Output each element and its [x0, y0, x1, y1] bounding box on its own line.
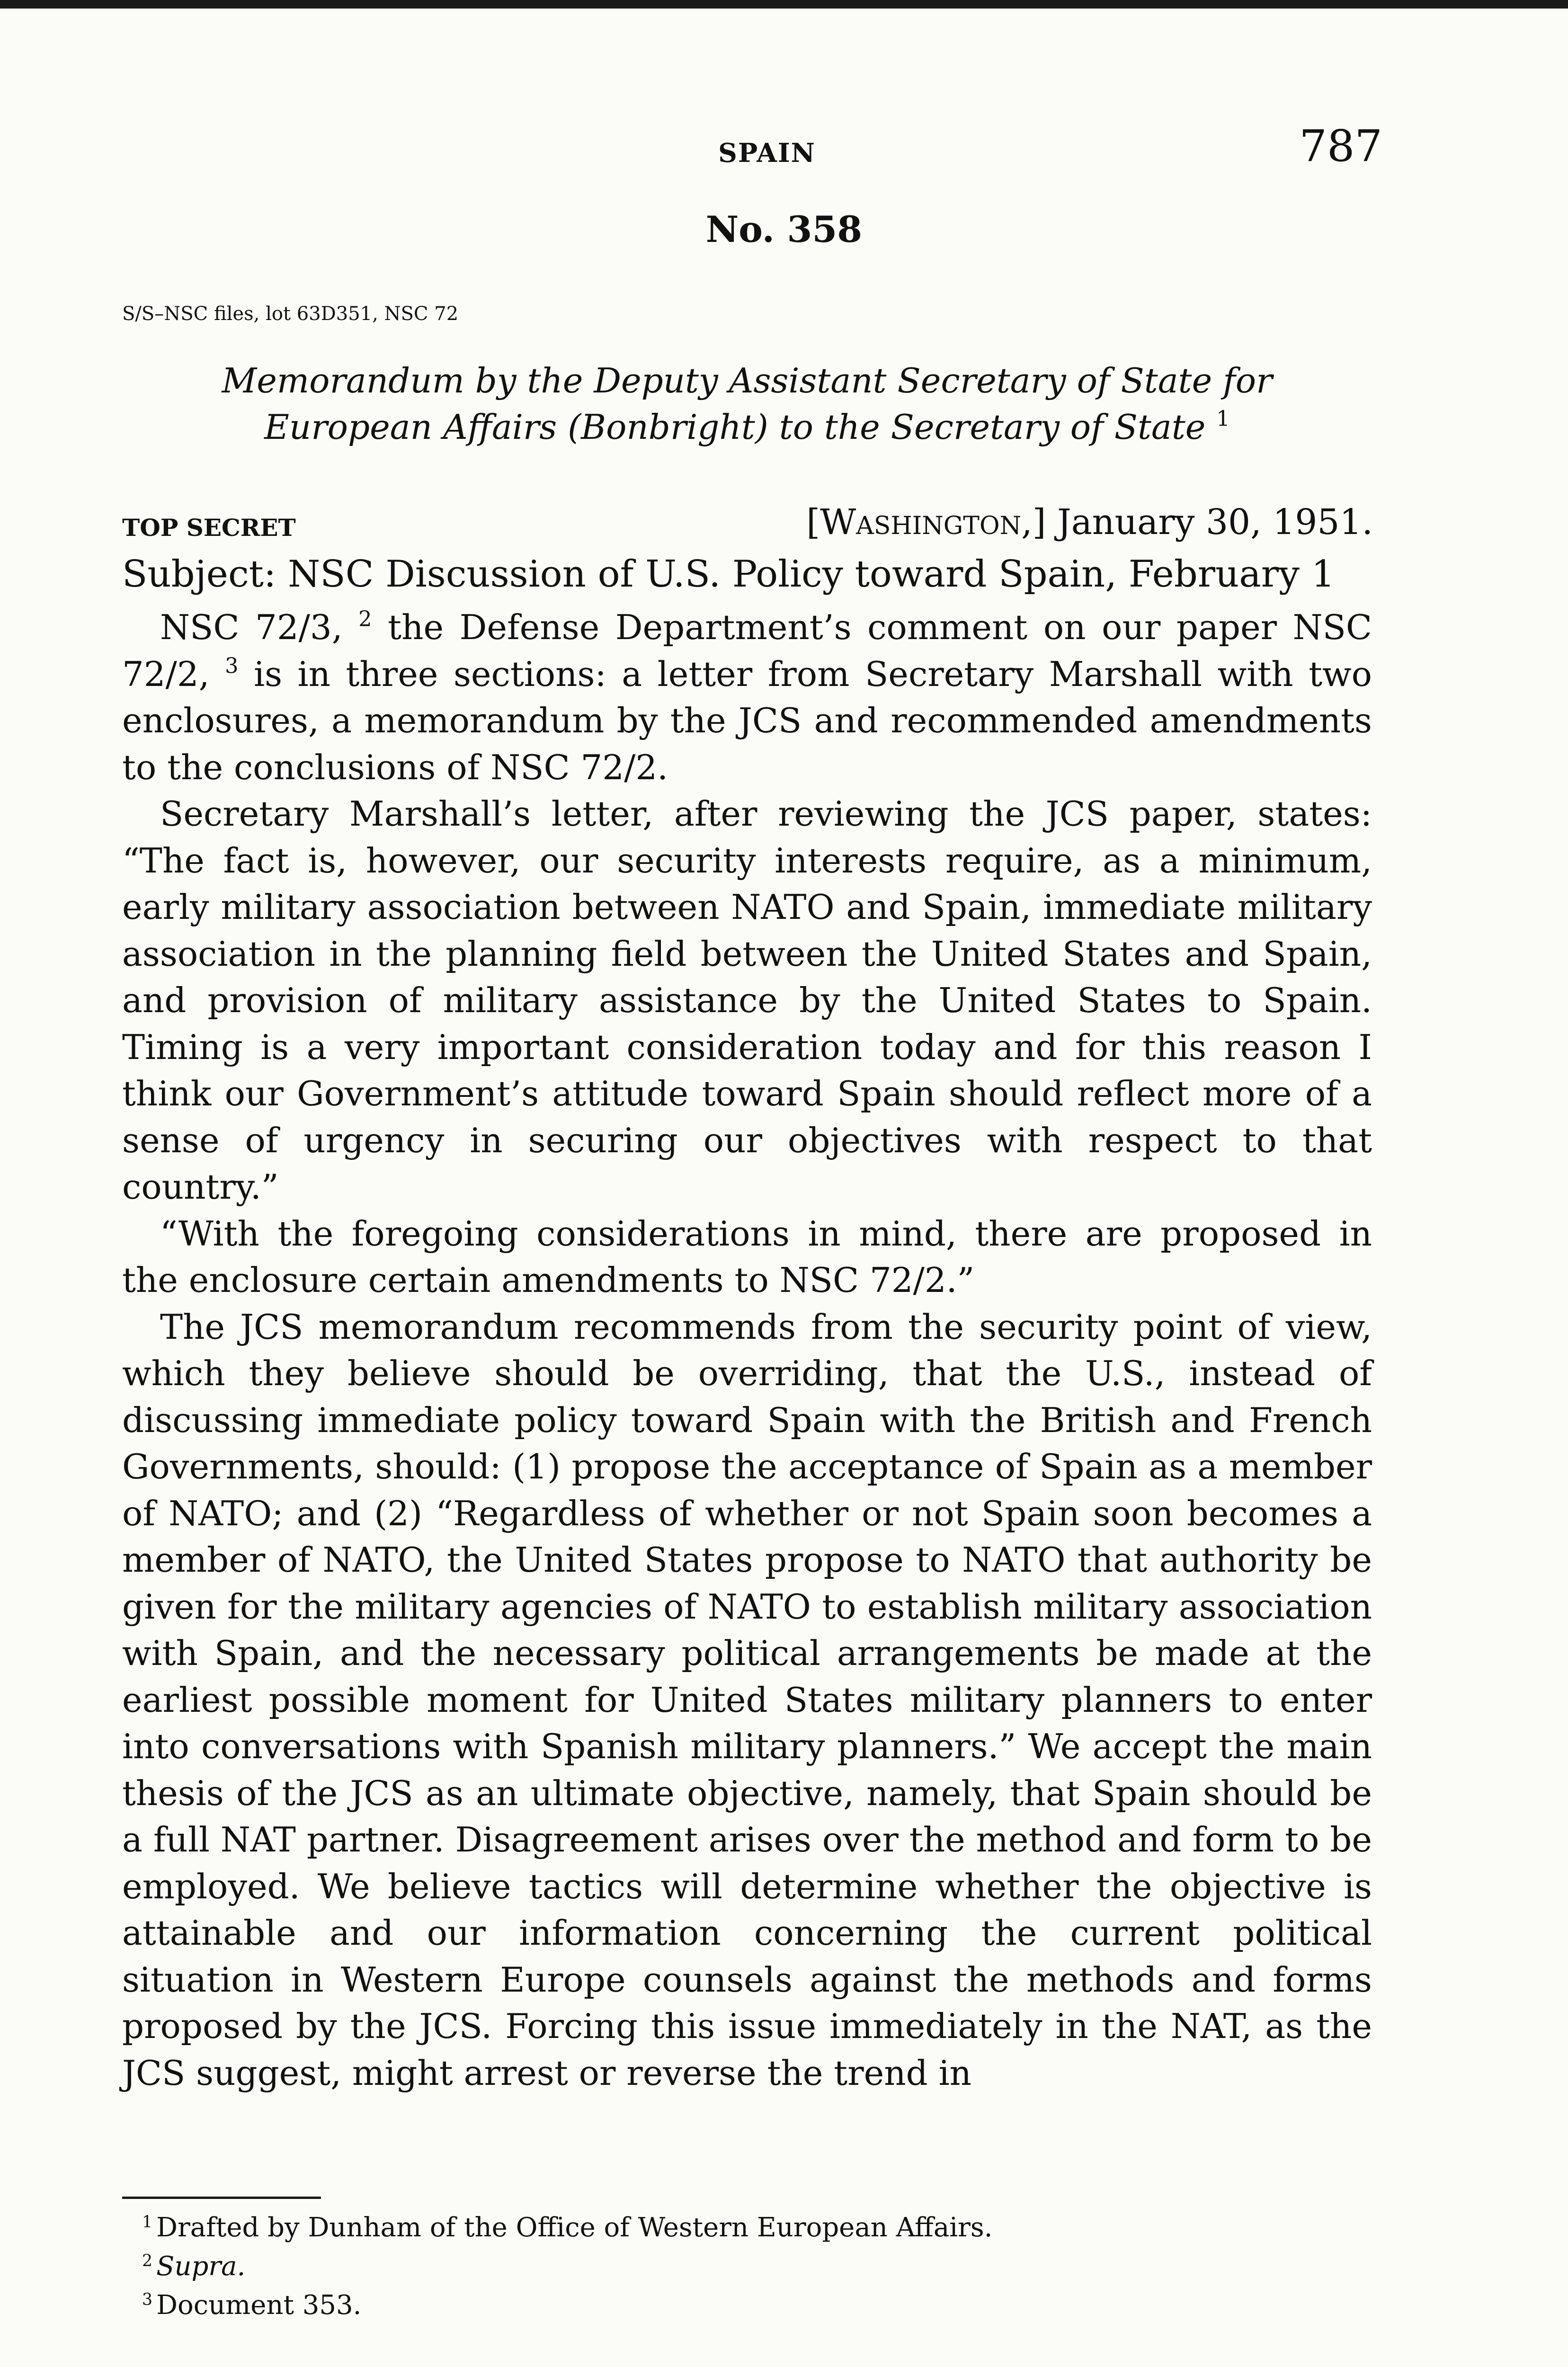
footnote-1-number: 1	[142, 2212, 153, 2232]
footnote-ref-2: 2	[358, 606, 372, 632]
footnote-1-text: Drafted by Dunham of the Office of Western European Affairs.	[156, 2212, 993, 2243]
footnote-1	[142, 2208, 1363, 2247]
document-title	[122, 357, 1372, 450]
dateline	[701, 502, 1373, 543]
paragraph-1-text-b: the Defense Department’s comment on our paper NSC 72/2,	[122, 607, 1372, 694]
paragraph-3: “With the foregoing considerations in mind, there are proposed in the enclosure certain amendments to NSC 72/2.”	[122, 1213, 1372, 1300]
footnotes	[142, 2208, 1363, 2325]
classification-marking: TOP SECRET	[122, 514, 296, 542]
footnote-3-number: 3	[142, 2290, 153, 2309]
memo-body	[122, 604, 1372, 2096]
title-line-2	[122, 404, 1372, 450]
footnote-2	[142, 2247, 1363, 2286]
footnote-separator	[122, 2197, 321, 2199]
dateline-bracket: [	[806, 502, 820, 543]
paragraph-1	[122, 604, 1372, 791]
paragraph-4: The JCS memorandum recommends from the security point of view, which they believe should be overriding, that the U.S., instead of discussing immediate policy toward Spain with the British and French Governments, should: (1) propose the acceptance of Spain as a member of NATO; and (2) “Regardless of whether or not Spain soon becomes a member of NATO, the United States propose to NATO that authority be given for the military agencies of NATO to establish military association with Spain, and the necessary political arrangements be made at the earliest possible moment for United States military planners to enter into conversations with Spanish military planners.” We accept the main thesis of the JCS as an ultimate objective, namely, that Spain should be a full NAT partner. Disagreement arises over the method and form to be employed. We believe tactics will determine whether the objective is attainable and our information concerning the current political situation in Western Europe counsels against the methods and forms proposed by the JCS. Forcing this issue immediately in the NAT, as the JCS suggest, might arrest or reverse the trend in	[122, 1307, 1372, 2093]
dateline-place: Washington	[820, 502, 1022, 543]
title-line-2-text: European Affairs (Bonbright) to the Secretary of State	[264, 407, 1206, 447]
running-head: SPAIN	[718, 137, 816, 168]
footnote-3-text: Document 353.	[156, 2290, 362, 2321]
paragraph-1-text-a: NSC 72/3,	[160, 607, 343, 647]
footnote-ref-3: 3	[225, 653, 239, 678]
paragraph-1-text-c: is in three sections: a letter from Secretary Marshall with two enclosures, a memorandum by the JCS and recommended amendments to the conclusions of NSC 72/2.	[122, 654, 1372, 787]
top-edge-rule	[0, 0, 1568, 9]
document-number: No. 358	[705, 208, 863, 250]
footnote-2-number: 2	[142, 2251, 153, 2270]
footnote-ref-1: 1	[1216, 406, 1230, 431]
subject-line: Subject: NSC Discussion of U.S. Policy toward Spain, February 1	[122, 553, 1335, 596]
source-citation: S/S–NSC files, lot 63D351, NSC 72	[122, 303, 459, 325]
page-number: 787	[1299, 121, 1382, 171]
title-line-1: Memorandum by the Deputy Assistant Secretary of State for	[222, 361, 1273, 400]
footnote-2-text: Supra.	[156, 2251, 246, 2282]
footnote-3	[142, 2286, 1363, 2325]
paragraph-2: Secretary Marshall’s letter, after reviewing the JCS paper, states: “The fact is, however, our security interests require, as a minimum, early military association between NATO and Spain, immediate military association in the planning field between the United States and Spain, and provision of military assistance by the United States to Spain. Timing is a very important consideration today and for this reason I think our Government’s attitude toward Spain should reflect more of a sense of urgency in securing our objectives with respect to that country.”	[122, 794, 1372, 1207]
dateline-date: ,] January 30, 1951.	[1021, 502, 1373, 543]
